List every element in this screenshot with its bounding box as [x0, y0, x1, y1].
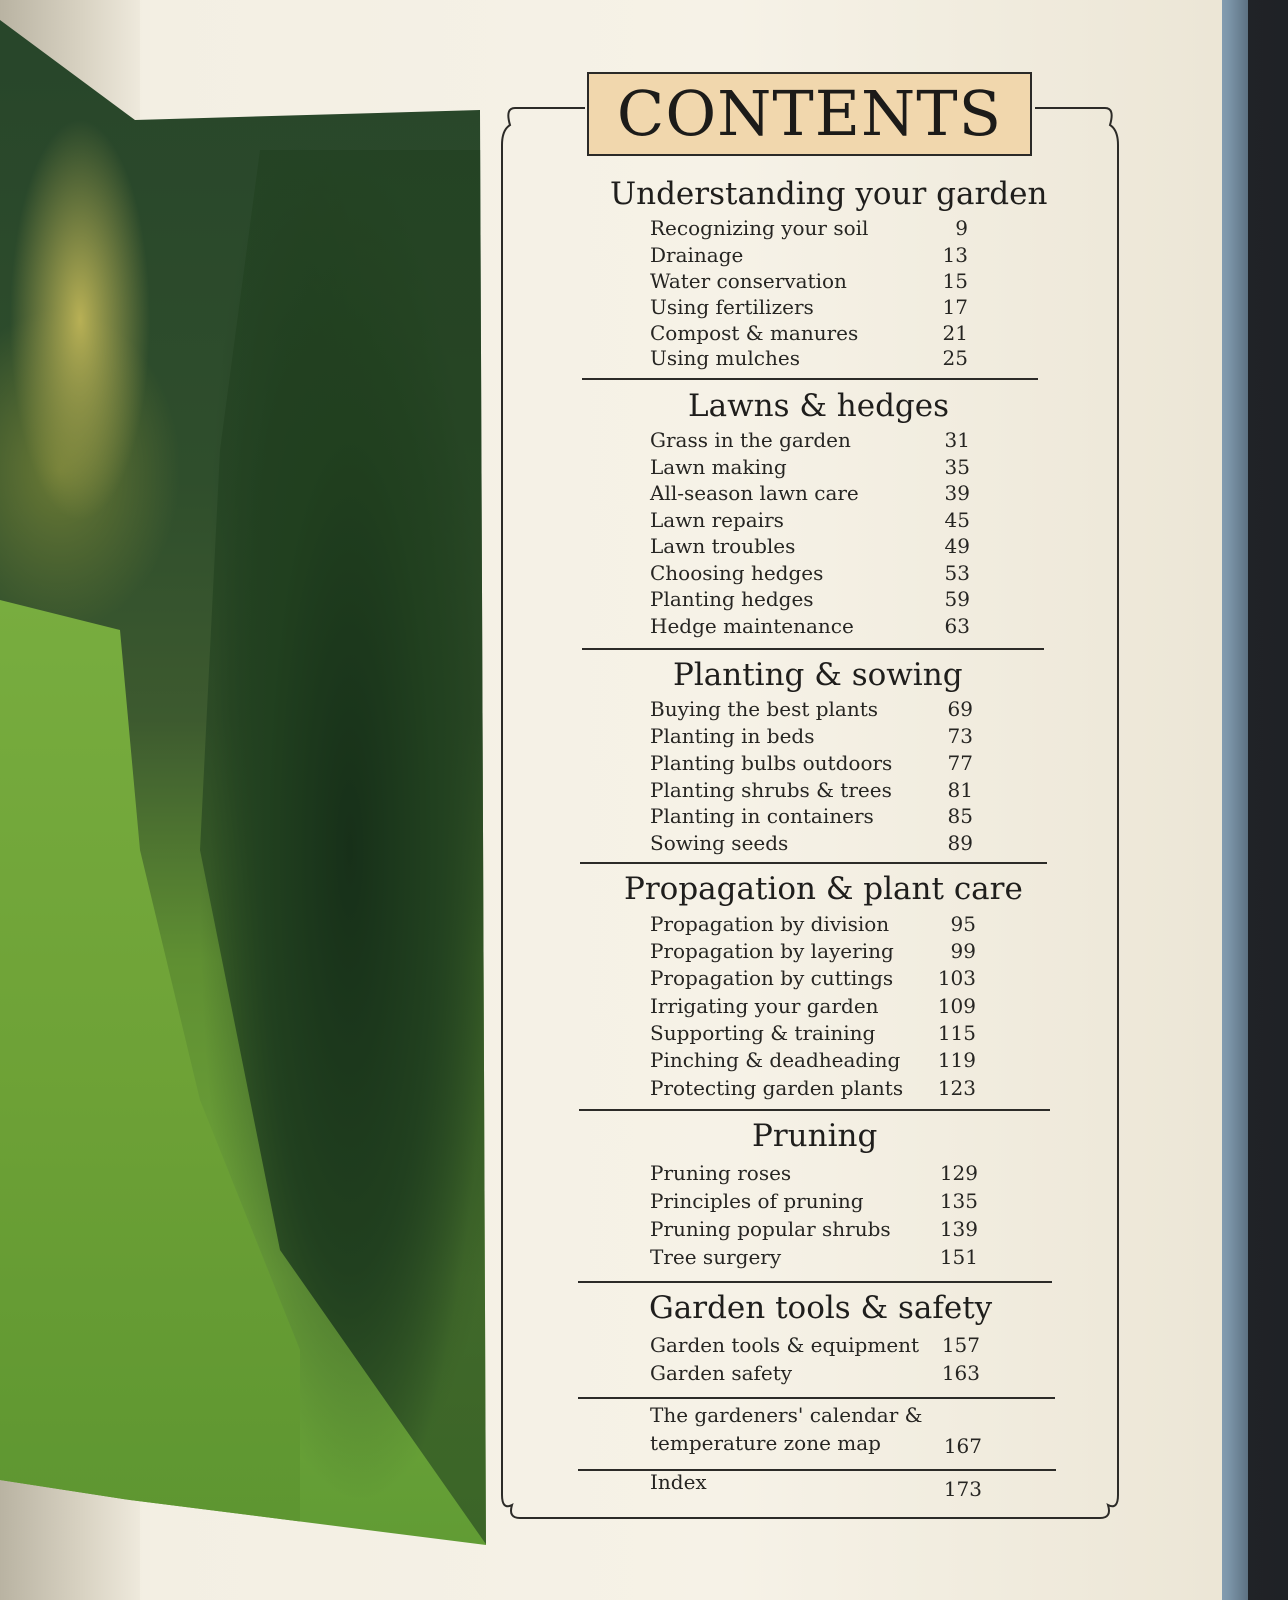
entry-label: Lawn troubles [650, 534, 796, 558]
entry-page: 63 [944, 614, 970, 638]
section-divider [582, 648, 1044, 650]
entry-label: Lawn repairs [650, 508, 784, 532]
entry-label: Propagation by division [650, 912, 890, 936]
entry-label: Protecting garden plants [650, 1076, 904, 1100]
section-divider [579, 1109, 1050, 1111]
contents-title: CONTENTS [616, 77, 1003, 150]
entry-page: 9 [955, 216, 968, 240]
entry-page: 35 [944, 455, 970, 479]
entry-label: Grass in the garden [650, 428, 851, 452]
entry-label: Choosing hedges [650, 561, 824, 585]
entry-label: Supporting & training [650, 1021, 876, 1045]
entry-page: 17 [942, 295, 968, 319]
entry-page: 77 [947, 751, 973, 775]
entry-label: Lawn making [650, 455, 787, 479]
entry-page: 13 [942, 243, 968, 267]
entry-label: Garden tools & equipment [650, 1333, 920, 1357]
entry-page: 99 [950, 939, 976, 963]
entry-label: Sowing seeds [650, 831, 789, 855]
entry-page: 73 [947, 724, 973, 748]
section-divider [580, 862, 1047, 864]
entry-page: 45 [944, 508, 970, 532]
entry-label: Drainage [650, 243, 744, 267]
entry-label: Irrigating your garden [650, 994, 879, 1018]
entry-page: 109 [937, 994, 976, 1018]
entry-page: 123 [937, 1076, 976, 1100]
entry-label: Planting in beds [650, 724, 815, 748]
entry-page: 69 [947, 697, 973, 721]
entry-page: 95 [950, 912, 976, 936]
calendar-entry-page: 167 [943, 1434, 982, 1458]
calendar-entry-line1: The gardeners' calendar & [650, 1403, 923, 1427]
entry-label: Tree surgery [650, 1245, 782, 1269]
section-title-lawns: Lawns & hedges [688, 388, 950, 424]
entry-page: 25 [942, 346, 968, 370]
entry-page: 49 [944, 534, 970, 558]
entry-label: Pruning roses [650, 1161, 792, 1185]
entry-page: 163 [941, 1361, 980, 1385]
entry-label: Hedge maintenance [650, 614, 854, 638]
entry-page: 151 [939, 1245, 978, 1269]
entry-label: Planting shrubs & trees [650, 778, 892, 802]
calendar-entry-line2: temperature zone map [650, 1431, 881, 1455]
index-entry-label: Index [650, 1470, 707, 1494]
entry-page: 39 [944, 481, 970, 505]
entry-page: 119 [937, 1048, 976, 1072]
entry-page: 103 [937, 966, 976, 990]
entry-page: 53 [944, 561, 970, 585]
entry-label: Pinching & deadheading [650, 1048, 901, 1072]
entry-label: Water conservation [650, 269, 847, 293]
section-title-understanding: Understanding your garden [610, 176, 1048, 212]
entry-page: 31 [944, 428, 970, 452]
entry-page: 85 [947, 804, 973, 828]
section-divider [578, 1281, 1052, 1283]
contents-title-box [587, 72, 1032, 156]
section-title-tools: Garden tools & safety [649, 1290, 993, 1326]
entry-page: 157 [941, 1333, 980, 1357]
entry-page: 21 [942, 321, 968, 345]
entry-page: 139 [939, 1217, 978, 1241]
garden-photo [0, 0, 490, 1600]
entry-label: Planting bulbs outdoors [650, 751, 893, 775]
entry-page: 15 [942, 269, 968, 293]
entry-page: 81 [947, 778, 973, 802]
entry-label: Garden safety [650, 1361, 793, 1385]
section-title-pruning: Pruning [752, 1118, 878, 1154]
entry-page: 135 [939, 1189, 978, 1213]
entry-page: 129 [939, 1161, 978, 1185]
entry-label: All-season lawn care [650, 481, 859, 505]
index-entry-page: 173 [943, 1477, 982, 1501]
entry-page: 115 [937, 1021, 976, 1045]
entry-label: Propagation by layering [650, 939, 894, 963]
entry-label: Recognizing your soil [650, 216, 869, 240]
entry-label: Planting in containers [650, 804, 874, 828]
entry-label: Pruning popular shrubs [650, 1217, 891, 1241]
entry-label: Compost & manures [650, 321, 859, 345]
entry-label: Using mulches [650, 346, 800, 370]
section-title-planting: Planting & sowing [673, 657, 963, 693]
entry-label: Planting hedges [650, 587, 814, 611]
entry-label: Principles of pruning [650, 1189, 864, 1213]
section-title-propagation: Propagation & plant care [624, 871, 1023, 907]
entry-label: Using fertilizers [650, 295, 814, 319]
section-divider [582, 378, 1038, 380]
entry-label: Buying the best plants [650, 697, 879, 721]
entry-label: Propagation by cuttings [650, 966, 894, 990]
entry-page: 59 [944, 587, 970, 611]
section-divider [578, 1397, 1055, 1399]
entry-page: 89 [947, 831, 973, 855]
